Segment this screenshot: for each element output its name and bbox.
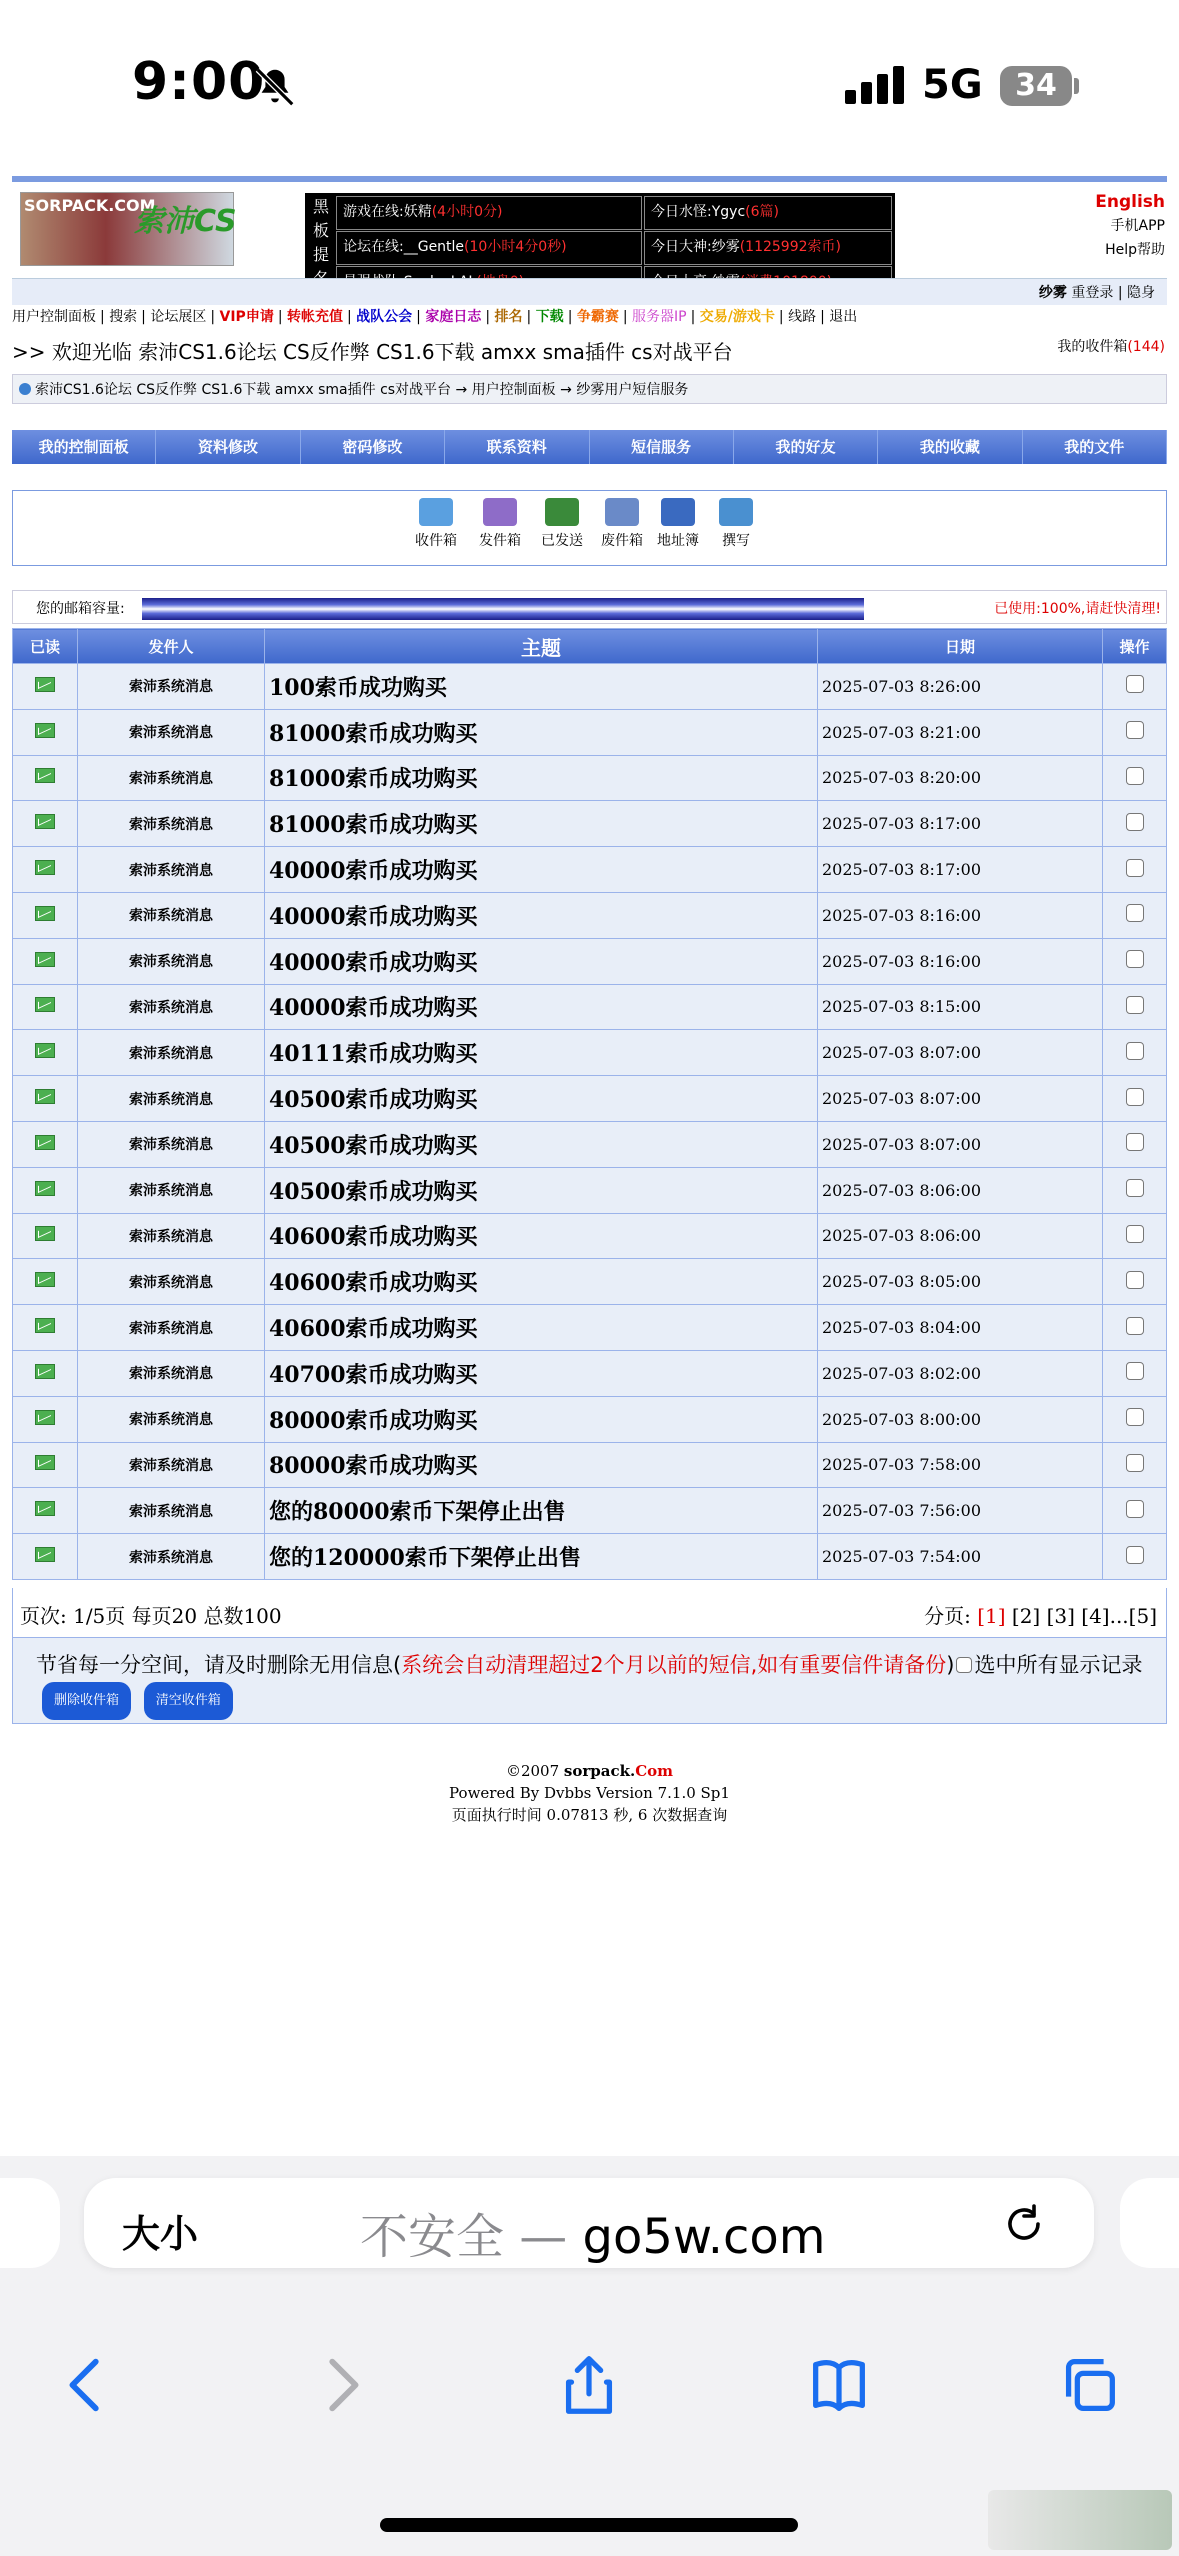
subject-link[interactable]: 您的120000索币下架停止出售 bbox=[265, 1534, 818, 1580]
folder-trash[interactable]: 废件箱 bbox=[596, 498, 648, 550]
mobile-app-link[interactable]: 手机APP bbox=[1110, 218, 1165, 234]
subject-link[interactable]: 81000索币成功购买 bbox=[265, 801, 818, 847]
battery-icon: 34 bbox=[1000, 66, 1072, 106]
bell-muted-icon bbox=[252, 64, 298, 110]
stat-forum-online[interactable]: 论坛在线:__Gentle(10小时4分0秒) bbox=[336, 231, 642, 265]
menu-messages[interactable]: 短信服务 bbox=[590, 430, 734, 464]
envelope-read-icon bbox=[35, 814, 55, 829]
read-status-cell bbox=[13, 1167, 78, 1213]
col-from: 发件人 bbox=[78, 629, 265, 664]
home-indicator bbox=[380, 2518, 798, 2532]
row-checkbox[interactable] bbox=[1126, 1454, 1144, 1472]
row-checkbox[interactable] bbox=[1126, 904, 1144, 922]
envelope-read-icon bbox=[35, 1364, 55, 1379]
table-row[interactable] bbox=[13, 1488, 1167, 1534]
row-checkbox[interactable] bbox=[1126, 1271, 1144, 1289]
date-cell: 2025-07-03 8:07:00 bbox=[818, 1121, 1103, 1167]
menu-password[interactable]: 密码修改 bbox=[301, 430, 445, 464]
sender-cell: 索沛系统消息 bbox=[78, 984, 265, 1030]
date-cell: 2025-07-03 8:00:00 bbox=[818, 1396, 1103, 1442]
subject-link[interactable]: 40500索币成功购买 bbox=[265, 1167, 818, 1213]
row-checkbox[interactable] bbox=[1126, 1362, 1144, 1380]
sender-cell: 索沛系统消息 bbox=[78, 664, 265, 710]
row-checkbox[interactable] bbox=[1126, 1225, 1144, 1243]
menu-friends[interactable]: 我的好友 bbox=[734, 430, 878, 464]
sender-cell: 索沛系统消息 bbox=[78, 1305, 265, 1351]
battery-tip bbox=[1074, 78, 1079, 94]
select-cell bbox=[1103, 1442, 1167, 1488]
back-icon[interactable] bbox=[52, 2350, 122, 2420]
quota-label: 您的邮箱容量: bbox=[36, 601, 125, 617]
nav-search[interactable]: 搜索 bbox=[109, 309, 138, 325]
table-row[interactable] bbox=[13, 801, 1167, 847]
copyright-brand[interactable]: sorpack.Com bbox=[563, 1762, 674, 1780]
inbox-icon bbox=[419, 498, 453, 526]
row-checkbox[interactable] bbox=[1126, 1133, 1144, 1151]
subject-link[interactable]: 40111索币成功购买 bbox=[265, 1030, 818, 1076]
page-links[interactable]: [2] [3] [4]...[5] bbox=[1011, 1604, 1157, 1628]
logo-title: 索沛CS bbox=[134, 204, 237, 239]
envelope-read-icon bbox=[35, 723, 55, 738]
sent-icon bbox=[545, 498, 579, 526]
sender-cell: 索沛系统消息 bbox=[78, 892, 265, 938]
read-status-cell bbox=[13, 755, 78, 801]
sender-cell: 索沛系统消息 bbox=[78, 801, 265, 847]
sender-cell: 索沛系统消息 bbox=[78, 1534, 265, 1580]
quota-bar bbox=[142, 598, 864, 620]
sender-cell: 索沛系统消息 bbox=[78, 1167, 265, 1213]
nav-route[interactable]: 线路 bbox=[788, 309, 817, 325]
select-cell bbox=[1103, 984, 1167, 1030]
subject-link[interactable]: 40500索币成功购买 bbox=[265, 1121, 818, 1167]
subject-link[interactable]: 40600索币成功购买 bbox=[265, 1259, 818, 1305]
read-status-cell bbox=[13, 1121, 78, 1167]
previous-tab-peek[interactable] bbox=[0, 2178, 60, 2268]
row-checkbox[interactable] bbox=[1126, 1179, 1144, 1197]
sender-cell: 索沛系统消息 bbox=[78, 1350, 265, 1396]
select-cell bbox=[1103, 892, 1167, 938]
select-cell bbox=[1103, 755, 1167, 801]
text-size-button[interactable]: 大小 bbox=[122, 2212, 199, 2256]
envelope-read-icon bbox=[35, 1226, 55, 1241]
quota-used-warning: 已使用:100%,请赶快清理! bbox=[994, 601, 1161, 617]
table-header bbox=[13, 629, 1167, 664]
row-checkbox[interactable] bbox=[1126, 767, 1144, 785]
row-checkbox[interactable] bbox=[1126, 1042, 1144, 1060]
read-status-cell bbox=[13, 1396, 78, 1442]
table-row[interactable] bbox=[13, 938, 1167, 984]
nav-download[interactable]: 下载 bbox=[535, 309, 564, 325]
nav-showcase[interactable]: 论坛展区 bbox=[150, 309, 207, 325]
folder-sent[interactable]: 已发送 bbox=[536, 498, 588, 550]
inbox-count-link[interactable]: 我的收件箱(144) bbox=[1057, 339, 1165, 355]
envelope-read-icon bbox=[35, 1181, 55, 1196]
subject-link[interactable]: 40500索币成功购买 bbox=[265, 1076, 818, 1122]
select-all-label: 选中所有显示记录 bbox=[974, 1653, 1143, 1677]
select-cell bbox=[1103, 801, 1167, 847]
envelope-read-icon bbox=[35, 677, 55, 692]
row-checkbox[interactable] bbox=[1126, 1408, 1144, 1426]
read-status-cell bbox=[13, 847, 78, 893]
sender-cell: 索沛系统消息 bbox=[78, 1213, 265, 1259]
date-cell: 2025-07-03 7:54:00 bbox=[818, 1534, 1103, 1580]
envelope-read-icon bbox=[35, 860, 55, 875]
read-status-cell bbox=[13, 984, 78, 1030]
subject-link[interactable]: 40000索币成功购买 bbox=[265, 938, 818, 984]
col-subject[interactable]: 主题 bbox=[265, 629, 818, 664]
sender-cell: 索沛系统消息 bbox=[78, 938, 265, 984]
folder-toolbar bbox=[12, 490, 1167, 566]
envelope-read-icon bbox=[35, 1455, 55, 1470]
date-cell: 2025-07-03 8:04:00 bbox=[818, 1305, 1103, 1351]
date-cell: 2025-07-03 8:07:00 bbox=[818, 1030, 1103, 1076]
subject-link[interactable]: 81000索币成功购买 bbox=[265, 709, 818, 755]
col-date: 日期 bbox=[818, 629, 1103, 664]
menu-control-panel[interactable]: 我的控制面板 bbox=[12, 430, 156, 464]
sender-cell: 索沛系统消息 bbox=[78, 1442, 265, 1488]
read-status-cell bbox=[13, 1259, 78, 1305]
date-cell: 2025-07-03 8:15:00 bbox=[818, 984, 1103, 1030]
user-bar-links: 纱雾 重登录 | 隐身 bbox=[1038, 285, 1155, 301]
row-checkbox[interactable] bbox=[1126, 1500, 1144, 1518]
table-row[interactable] bbox=[13, 984, 1167, 1030]
select-cell bbox=[1103, 1396, 1167, 1442]
table-row[interactable] bbox=[13, 1305, 1167, 1351]
date-cell: 2025-07-03 8:06:00 bbox=[818, 1213, 1103, 1259]
table-row[interactable] bbox=[13, 1534, 1167, 1580]
nav-clan[interactable]: 战队公会 bbox=[356, 309, 413, 325]
forward-icon[interactable] bbox=[306, 2350, 376, 2420]
sender-cell: 索沛系统消息 bbox=[78, 1030, 265, 1076]
header-accent-line bbox=[12, 176, 1167, 182]
table-row[interactable] bbox=[13, 755, 1167, 801]
network-type: 5G bbox=[922, 62, 983, 108]
date-cell: 2025-07-03 8:16:00 bbox=[818, 938, 1103, 984]
date-cell: 2025-07-03 8:20:00 bbox=[818, 755, 1103, 801]
select-cell bbox=[1103, 1305, 1167, 1351]
sender-cell: 索沛系统消息 bbox=[78, 709, 265, 755]
envelope-read-icon bbox=[35, 997, 55, 1012]
next-tab-peek[interactable] bbox=[1120, 2178, 1179, 2268]
nav-vip[interactable]: VIP申请 bbox=[219, 309, 274, 325]
breadcrumb-bullet-icon bbox=[19, 383, 31, 395]
page-current[interactable]: [1] bbox=[977, 1604, 1006, 1628]
table-row[interactable] bbox=[13, 847, 1167, 893]
subject-link[interactable]: 40700索币成功购买 bbox=[265, 1350, 818, 1396]
envelope-read-icon bbox=[35, 1410, 55, 1425]
envelope-read-icon bbox=[35, 1318, 55, 1333]
message-table bbox=[12, 628, 1167, 1580]
breadcrumb: 索沛CS1.6论坛 CS反作弊 CS1.6下载 amxx sma插件 cs对战平台 → 用户控制面板 → 纱雾用户短信服务 bbox=[12, 374, 1167, 404]
compose-icon bbox=[719, 498, 753, 526]
share-icon[interactable] bbox=[554, 2350, 624, 2420]
select-all-checkbox[interactable] bbox=[956, 1657, 972, 1673]
select-cell bbox=[1103, 1350, 1167, 1396]
read-status-cell bbox=[13, 801, 78, 847]
sender-cell: 索沛系统消息 bbox=[78, 1259, 265, 1305]
stat-today-poster[interactable]: 今日水怪:Ygyc(6篇) bbox=[644, 196, 892, 230]
address-book-icon bbox=[661, 498, 695, 526]
row-checkbox[interactable] bbox=[1126, 859, 1144, 877]
cellular-signal-icon bbox=[845, 66, 909, 104]
nav-tournament[interactable]: 争霸赛 bbox=[576, 309, 619, 325]
read-status-cell bbox=[13, 1442, 78, 1488]
date-cell: 2025-07-03 8:02:00 bbox=[818, 1350, 1103, 1396]
help-link[interactable]: Help帮助 bbox=[1105, 242, 1165, 258]
watermark-logo bbox=[988, 2490, 1172, 2550]
sender-cell: 索沛系统消息 bbox=[78, 1488, 265, 1534]
folder-inbox[interactable]: 收件箱 bbox=[410, 498, 462, 550]
menu-favorites[interactable]: 我的收藏 bbox=[878, 430, 1022, 464]
url-display[interactable]: 不安全 — go5w.com bbox=[360, 2209, 826, 2265]
folder-outbox[interactable]: 发件箱 bbox=[474, 498, 526, 550]
logo-text: SORPACK.COM bbox=[24, 196, 156, 215]
table-row[interactable] bbox=[13, 664, 1167, 710]
control-panel-menu bbox=[12, 430, 1167, 464]
table-row[interactable] bbox=[13, 1350, 1167, 1396]
read-status-cell bbox=[13, 709, 78, 755]
relogin-link[interactable]: 重登录 bbox=[1071, 285, 1114, 301]
pager-summary: 页次: 1/5页 每页20 总数100 bbox=[20, 1604, 282, 1628]
subject-link[interactable]: 80000索币成功购买 bbox=[265, 1396, 818, 1442]
table-row[interactable] bbox=[13, 1213, 1167, 1259]
table-row[interactable] bbox=[13, 1167, 1167, 1213]
nav-recharge[interactable]: 转帐充值 bbox=[287, 309, 343, 325]
row-checkbox[interactable] bbox=[1126, 1317, 1144, 1335]
subject-link[interactable]: 80000索币成功购买 bbox=[265, 1442, 818, 1488]
trash-icon bbox=[605, 498, 639, 526]
select-cell bbox=[1103, 1076, 1167, 1122]
table-row[interactable] bbox=[13, 1442, 1167, 1488]
select-cell bbox=[1103, 1030, 1167, 1076]
sender-cell: 索沛系统消息 bbox=[78, 1396, 265, 1442]
subject-link[interactable]: 40600索币成功购买 bbox=[265, 1213, 818, 1259]
header-links bbox=[1075, 190, 1165, 262]
menu-contact[interactable]: 联系资料 bbox=[445, 430, 589, 464]
select-cell bbox=[1103, 1121, 1167, 1167]
select-cell bbox=[1103, 847, 1167, 893]
select-cell bbox=[1103, 1213, 1167, 1259]
subject-link[interactable]: 40000索币成功购买 bbox=[265, 984, 818, 1030]
main-nav: 用户控制面板 | 搜索 | 论坛展区 | VIP申请 | 转帐充值 | 战队公会 | 家庭日志 | 排名 | 下载 | 争霸赛 | 服务器IP | 交易/游戏卡 | 线路 | 退出 bbox=[12, 309, 858, 325]
date-cell: 2025-07-03 8:21:00 bbox=[818, 709, 1103, 755]
table-row[interactable] bbox=[13, 1396, 1167, 1442]
sender-cell: 索沛系统消息 bbox=[78, 847, 265, 893]
user-bar bbox=[12, 278, 1167, 305]
table-row[interactable] bbox=[13, 1076, 1167, 1122]
envelope-read-icon bbox=[35, 906, 55, 921]
read-status-cell bbox=[13, 1534, 78, 1580]
read-status-cell bbox=[13, 938, 78, 984]
reload-icon[interactable] bbox=[1000, 2200, 1048, 2248]
date-cell: 2025-07-03 8:05:00 bbox=[818, 1259, 1103, 1305]
row-checkbox[interactable] bbox=[1126, 1546, 1144, 1564]
row-checkbox[interactable] bbox=[1126, 721, 1144, 739]
envelope-read-icon bbox=[35, 1272, 55, 1287]
date-cell: 2025-07-03 8:17:00 bbox=[818, 847, 1103, 893]
subject-link[interactable]: 40000索币成功购买 bbox=[265, 847, 818, 893]
select-cell bbox=[1103, 1259, 1167, 1305]
nav-logout[interactable]: 退出 bbox=[829, 309, 858, 325]
subject-link[interactable]: 81000索币成功购买 bbox=[265, 755, 818, 801]
nav-server-ip[interactable]: 服务器IP bbox=[632, 309, 687, 325]
tabs-icon[interactable] bbox=[1054, 2350, 1124, 2420]
nav-control-panel[interactable]: 用户控制面板 bbox=[12, 309, 96, 325]
table-row[interactable] bbox=[13, 709, 1167, 755]
select-cell bbox=[1103, 709, 1167, 755]
date-cell: 2025-07-03 8:17:00 bbox=[818, 801, 1103, 847]
delete-inbox-button[interactable]: 删除收件箱 bbox=[42, 1682, 131, 1720]
nav-ranking[interactable]: 排名 bbox=[494, 309, 523, 325]
pager-links: 分页: [1] [2] [3] [4]...[5] bbox=[924, 1604, 1157, 1628]
date-cell: 2025-07-03 7:56:00 bbox=[818, 1488, 1103, 1534]
envelope-read-icon bbox=[35, 1043, 55, 1058]
read-status-cell bbox=[13, 1076, 78, 1122]
read-status-cell bbox=[13, 1305, 78, 1351]
row-checkbox[interactable] bbox=[1126, 813, 1144, 831]
hide-link[interactable]: 隐身 bbox=[1127, 285, 1155, 301]
sender-cell: 索沛系统消息 bbox=[78, 1076, 265, 1122]
envelope-read-icon bbox=[35, 1547, 55, 1562]
read-status-cell bbox=[13, 664, 78, 710]
col-read: 已读 bbox=[13, 629, 78, 664]
stat-today-rich[interactable]: 今日大神:纱雾(1125992索币) bbox=[644, 231, 892, 265]
row-checkbox[interactable] bbox=[1126, 1088, 1144, 1106]
select-cell bbox=[1103, 1534, 1167, 1580]
envelope-read-icon bbox=[35, 1135, 55, 1150]
bookmarks-icon[interactable] bbox=[804, 2350, 874, 2420]
menu-profile[interactable]: 资料修改 bbox=[156, 430, 300, 464]
outbox-icon bbox=[483, 498, 517, 526]
subject-link[interactable]: 40000索币成功购买 bbox=[265, 892, 818, 938]
folder-compose[interactable]: 撰写 bbox=[710, 498, 762, 550]
envelope-read-icon bbox=[35, 1501, 55, 1516]
select-cell bbox=[1103, 938, 1167, 984]
subject-link[interactable]: 100索币成功购买 bbox=[265, 664, 818, 710]
envelope-read-icon bbox=[35, 952, 55, 967]
row-checkbox[interactable] bbox=[1126, 950, 1144, 968]
status-time: 9:00 bbox=[132, 52, 266, 112]
row-checkbox[interactable] bbox=[1126, 675, 1144, 693]
stat-game-online[interactable]: 游戏在线:妖精(4小时0分) bbox=[336, 196, 642, 230]
date-cell: 2025-07-03 8:26:00 bbox=[818, 664, 1103, 710]
select-cell bbox=[1103, 664, 1167, 710]
english-link[interactable]: English bbox=[1095, 192, 1165, 212]
subject-link[interactable]: 40600索币成功购买 bbox=[265, 1305, 818, 1351]
envelope-read-icon bbox=[35, 1089, 55, 1104]
read-status-cell bbox=[13, 1488, 78, 1534]
folder-address-book[interactable]: 地址簿 bbox=[652, 498, 704, 550]
row-checkbox[interactable] bbox=[1126, 996, 1144, 1014]
copyright: ©2007 sorpack.Com Powered By Dvbbs Version 7.1.0 Sp1 页面执行时间 0.07813 秒, 6 次数据查询 bbox=[449, 1762, 730, 1824]
clear-inbox-button[interactable]: 清空收件箱 bbox=[144, 1682, 233, 1720]
sender-cell: 索沛系统消息 bbox=[78, 1121, 265, 1167]
select-cell bbox=[1103, 1167, 1167, 1213]
date-cell: 2025-07-03 8:16:00 bbox=[818, 892, 1103, 938]
subject-link[interactable]: 您的80000索币下架停止出售 bbox=[265, 1488, 818, 1534]
table-row[interactable] bbox=[13, 1121, 1167, 1167]
menu-files[interactable]: 我的文件 bbox=[1023, 430, 1167, 464]
table-row[interactable] bbox=[13, 1030, 1167, 1076]
nav-trade[interactable]: 交易/游戏卡 bbox=[699, 309, 775, 325]
welcome-banner: >> 欢迎光临 索沛CS1.6论坛 CS反作弊 CS1.6下载 amxx sma插件 cs对战平台 bbox=[12, 340, 733, 364]
read-status-cell bbox=[13, 1350, 78, 1396]
read-status-cell bbox=[13, 892, 78, 938]
nav-family-log[interactable]: 家庭日志 bbox=[425, 309, 482, 325]
username[interactable]: 纱雾 bbox=[1038, 285, 1067, 301]
table-row[interactable] bbox=[13, 1259, 1167, 1305]
footer-note: 节省每一分空间，请及时删除无用信息(系统会自动清理超过2个月以前的短信,如有重要信件请备份) 选中所有显示记录 删除收件箱 清空收件箱 bbox=[36, 1648, 1156, 1720]
read-status-cell bbox=[13, 1213, 78, 1259]
sender-cell: 索沛系统消息 bbox=[78, 755, 265, 801]
table-row[interactable] bbox=[13, 892, 1167, 938]
select-cell bbox=[1103, 1488, 1167, 1534]
read-status-cell bbox=[13, 1030, 78, 1076]
date-cell: 2025-07-03 8:07:00 bbox=[818, 1076, 1103, 1122]
stats-side-label: 黑 板 提 bbox=[312, 197, 329, 264]
date-cell: 2025-07-03 8:06:00 bbox=[818, 1167, 1103, 1213]
date-cell: 2025-07-03 7:58:00 bbox=[818, 1442, 1103, 1488]
col-op: 操作 bbox=[1103, 629, 1167, 664]
envelope-read-icon bbox=[35, 768, 55, 783]
